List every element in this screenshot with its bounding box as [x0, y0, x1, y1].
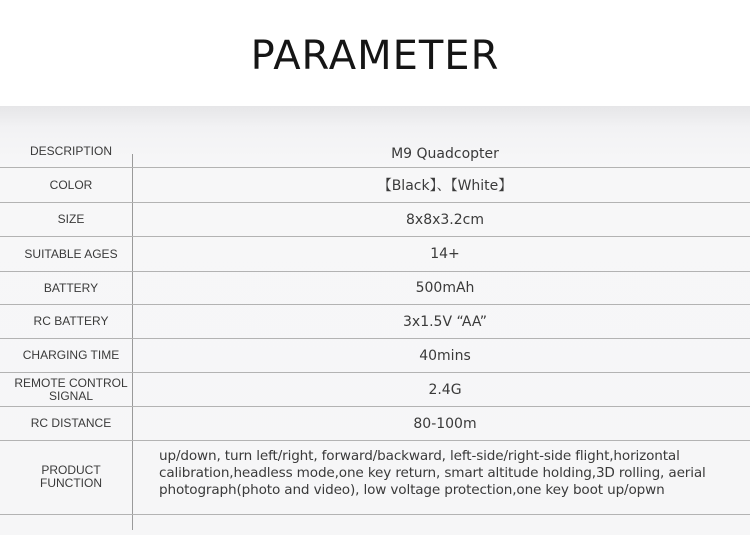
- spec-value: 40mins: [419, 347, 471, 364]
- spec-label: [0, 441, 142, 513]
- spec-label: CHARGING TIME: [22, 348, 120, 362]
- spec-value: 80-100m: [413, 415, 477, 432]
- spec-value: M9 Quadcopter: [391, 145, 499, 162]
- spec-row-charging-time: [0, 339, 750, 373]
- spec-label: [0, 373, 142, 406]
- spec-row-product-function: [0, 441, 750, 515]
- spec-label: COLOR: [49, 177, 93, 192]
- spec-value: 8x8x3.2cm: [406, 211, 484, 228]
- spec-label: DESCRIPTION: [29, 144, 112, 158]
- spec-value: [159, 441, 744, 505]
- spec-row-suitable-ages: [0, 237, 750, 272]
- spec-label: BATTERY: [43, 280, 99, 295]
- spec-value: 2.4G: [428, 381, 462, 398]
- spec-value: 【Black】、【White】: [377, 178, 513, 194]
- spec-row-battery: [0, 272, 750, 305]
- spec-value-line: calibration,headless mode,one key return, smart altitude holding,3D rolling, aerial: [159, 464, 706, 481]
- spec-value-line: photograph(photo and video), low voltage protection,one key boot up/opwn: [159, 481, 665, 498]
- spec-row-description: [0, 136, 750, 168]
- spec-label: SUITABLE AGES: [24, 246, 118, 261]
- spec-label-line: REMOTE CONTROL: [14, 375, 128, 390]
- page-title: PARAMETER: [250, 33, 500, 79]
- spec-value-line: up/down, turn left/right, forward/backward, left-side/right-side flight,horizontal: [159, 447, 680, 464]
- spec-label-line: PRODUCT: [41, 463, 101, 477]
- spec-value: 14+: [430, 246, 460, 262]
- spec-row-size: [0, 203, 750, 237]
- spec-row-rc-distance: [0, 407, 750, 441]
- spec-label: RC DISTANCE: [30, 416, 112, 430]
- spec-label-line: FUNCTION: [40, 476, 102, 490]
- spec-value: 3x1.5V “AA”: [403, 313, 487, 330]
- spec-row-rc-battery: [0, 305, 750, 339]
- spec-value: 500mAh: [415, 280, 475, 296]
- spec-row-remote-control-signal: [0, 373, 750, 407]
- spec-row-color: [0, 168, 750, 203]
- spec-label: RC BATTERY: [33, 314, 109, 328]
- spec-label-line: SIGNAL: [48, 388, 93, 403]
- spec-label: SIZE: [57, 212, 85, 226]
